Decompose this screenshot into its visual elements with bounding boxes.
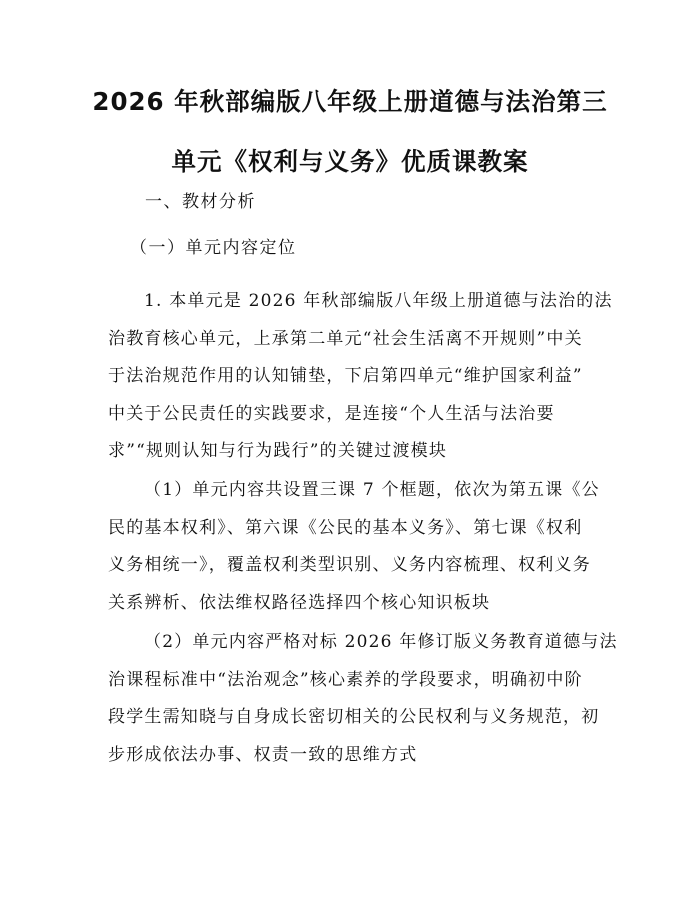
paragraph-line: 关系辨析、依法维权路径选择四个核心知识板块 — [108, 592, 491, 613]
paragraph — [108, 472, 598, 622]
paragraph-line: 求”“规则认知与行为践行”的关键过渡模块 — [108, 441, 448, 461]
title-line: 单元《权利与义务》优质课教案 — [171, 147, 529, 176]
document-title — [80, 72, 620, 192]
paragraph-line: 于法治规范作用的认知铺垫，下启第四单元“维护国家利益” — [108, 366, 583, 386]
paragraph-line: （1）单元内容共设置三课 7 个框题，依次为第五课《公 — [144, 480, 600, 500]
paragraph-line: 段学生需知晓与自身成长密切相关的公民权利与义务规范，初 — [108, 707, 600, 727]
paragraph-line: 中关于公民责任的实践要求，是连接“个人生活与法治要 — [108, 403, 555, 424]
paragraph — [108, 624, 618, 774]
paragraph-line: 治课程标准中“法治观念”核心素养的学段要求，明确初中阶 — [108, 669, 583, 690]
paragraph-line: 民的基本权利》、第六课《公民的基本义务》、第七课《权利 — [108, 517, 583, 538]
paragraph-line: 1. 本单元是 2026 年秋部编版八年级上册道德与法治的法 — [144, 291, 613, 311]
section-heading: 一、教材分析 — [145, 192, 256, 212]
paragraph — [108, 283, 613, 471]
paragraph-line: （2）单元内容严格对标 2026 年修订版义务教育道德与法 — [144, 632, 618, 652]
subsection-heading: （一）单元内容定位 — [130, 238, 297, 258]
paragraph-line: 义务相统一》，覆盖权利类型识别、义务内容梳理、权利义务 — [108, 555, 591, 575]
paragraph-line: 步形成依法办事、权责一致的思维方式 — [108, 744, 418, 765]
title-line: 2026 年秋部编版八年级上册道德与法治第三 — [92, 87, 608, 116]
paragraph-line: 治教育核心单元，上承第二单元“社会生活离不开规则”中关 — [108, 328, 583, 349]
